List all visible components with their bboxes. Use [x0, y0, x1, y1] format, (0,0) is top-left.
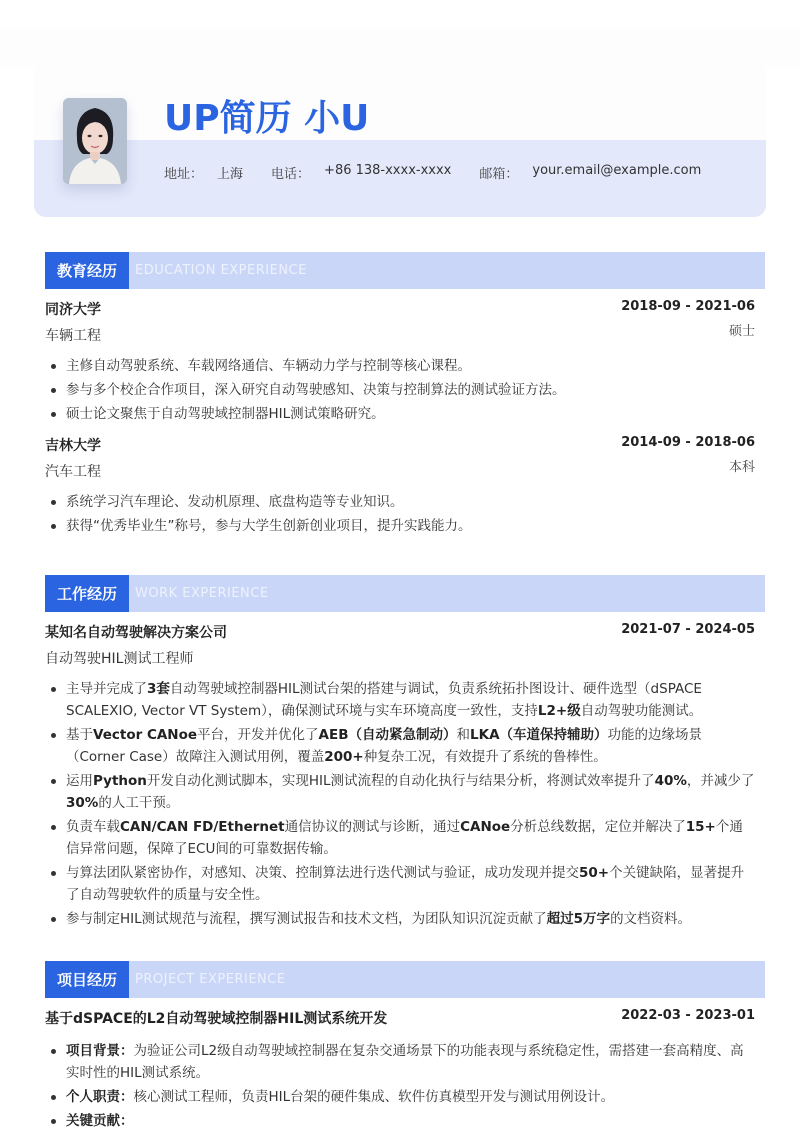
work-date: 2021-07 - 2024-05 [621, 622, 755, 637]
phone-label: 电话： [271, 167, 311, 182]
degree: 本科 [728, 460, 755, 475]
resume-header [34, 62, 766, 217]
project-date: 2022-03 - 2023-01 [621, 1008, 755, 1023]
education-section-title-en: EDUCATION EXPERIENCE [135, 263, 307, 278]
project-section-title: 项目经历 [45, 961, 129, 998]
project-name: 基于dSPACE的L2自动驾驶域控制器HIL测试系统开发 [45, 1011, 388, 1027]
project-section [45, 961, 765, 1130]
profile-photo [63, 98, 127, 184]
list-item: 获得“优秀毕业生”称号，参与大学生创新创业项目，提升实践能力。 [45, 515, 755, 537]
job-role: 自动驾驶HIL测试工程师 [45, 651, 194, 667]
list-item: 主导并完成了3套自动驾驶域控制器HIL测试台架的搭建与调试，负责系统拓扑图设计、硬件选型（dSPACE SCALEXIO, Vector VT System），确保测试环境与实车环境高度一致性，支持L2+级自动驾驶功能测试。 [45, 678, 755, 722]
education-bullets [45, 355, 755, 425]
school-name: 吉林大学 [45, 438, 101, 454]
address-label: 地址： [164, 167, 204, 182]
list-item: 关键贡献： [45, 1110, 755, 1130]
project-section-title-en: PROJECT EXPERIENCE [135, 972, 286, 987]
company-name: 某知名自动驾驶解决方案公司 [45, 625, 227, 641]
work-bullets [45, 678, 755, 930]
major: 汽车工程 [45, 464, 101, 480]
work-section-title: 工作经历 [45, 575, 129, 612]
project-section-header [45, 961, 765, 998]
header-top-area [34, 62, 766, 140]
education-section-header [45, 252, 765, 289]
contact-phone [271, 163, 451, 182]
work-entry-1 [45, 622, 755, 930]
project-bullets [45, 1040, 755, 1130]
list-item: 与算法团队紧密协作，对感知、决策、控制算法进行迭代测试与验证，成功发现并提交50+个关键缺陷，显著提升了自动驾驶软件的质量与安全性。 [45, 862, 755, 906]
education-entry-2 [45, 435, 755, 537]
education-date: 2014-09 - 2018-06 [621, 435, 755, 450]
list-item: 基于Vector CANoe平台，开发并优化了AEB（自动紧急制动）和LKA（车道保持辅助）功能的边缘场景（Corner Case）故障注入测试用例，覆盖200+种复杂工况，有效提升了系统的鲁棒性。 [45, 724, 755, 768]
list-item: 主修自动驾驶系统、车载网络通信、车辆动力学与控制等核心课程。 [45, 355, 755, 377]
school-name: 同济大学 [45, 302, 101, 318]
candidate-name: UP简历 小U [164, 98, 370, 139]
email-label: 邮箱： [479, 167, 519, 182]
work-section-header [45, 575, 765, 612]
list-item: 参与多个校企合作项目，深入研究自动驾驶感知、决策与控制算法的测试验证方法。 [45, 379, 755, 401]
education-section-title: 教育经历 [45, 252, 129, 289]
list-item: 负责车载CAN/CAN FD/Ethernet通信协议的测试与诊断，通过CANoe分析总线数据，定位并解决了15+个通信异常问题，保障了ECU间的可靠数据传输。 [45, 816, 755, 860]
email-value[interactable]: your.email@example.com [532, 163, 702, 178]
work-section [45, 575, 765, 932]
education-date: 2018-09 - 2021-06 [621, 299, 755, 314]
list-item: 系统学习汽车理论、发动机原理、底盘构造等专业知识。 [45, 491, 755, 513]
contact-address [164, 163, 243, 182]
list-item: 硕士论文聚焦于自动驾驶域控制器HIL测试策略研究。 [45, 403, 755, 425]
degree: 硕士 [728, 324, 755, 339]
education-entry-1 [45, 299, 755, 425]
list-item: 个人职责：核心测试工程师，负责HIL台架的硬件集成、软件仿真模型开发与测试用例设计。 [45, 1086, 755, 1108]
address-value: 上海 [217, 167, 244, 182]
project-entry-1 [45, 1008, 755, 1130]
work-section-title-en: WORK EXPERIENCE [135, 586, 269, 601]
list-item: 参与制定HIL测试规范与流程，撰写测试报告和技术文档，为团队知识沉淀贡献了超过5万字的文档资料。 [45, 908, 755, 930]
education-bullets [45, 491, 755, 537]
education-section [45, 252, 765, 539]
contact-email [479, 163, 701, 182]
list-item: 运用Python开发自动化测试脚本，实现HIL测试流程的自动化执行与结果分析，将测试效率提升了40%，并减少了30%的人工干预。 [45, 770, 755, 814]
portrait-icon [63, 98, 127, 184]
major: 车辆工程 [45, 328, 101, 344]
phone-value: +86 138-xxxx-xxxx [324, 163, 452, 178]
list-item: 项目背景：为验证公司L2级自动驾驶域控制器在复杂交通场景下的功能表现与系统稳定性，需搭建一套高精度、高实时性的HIL测试系统。 [45, 1040, 755, 1084]
contact-row [164, 163, 729, 182]
